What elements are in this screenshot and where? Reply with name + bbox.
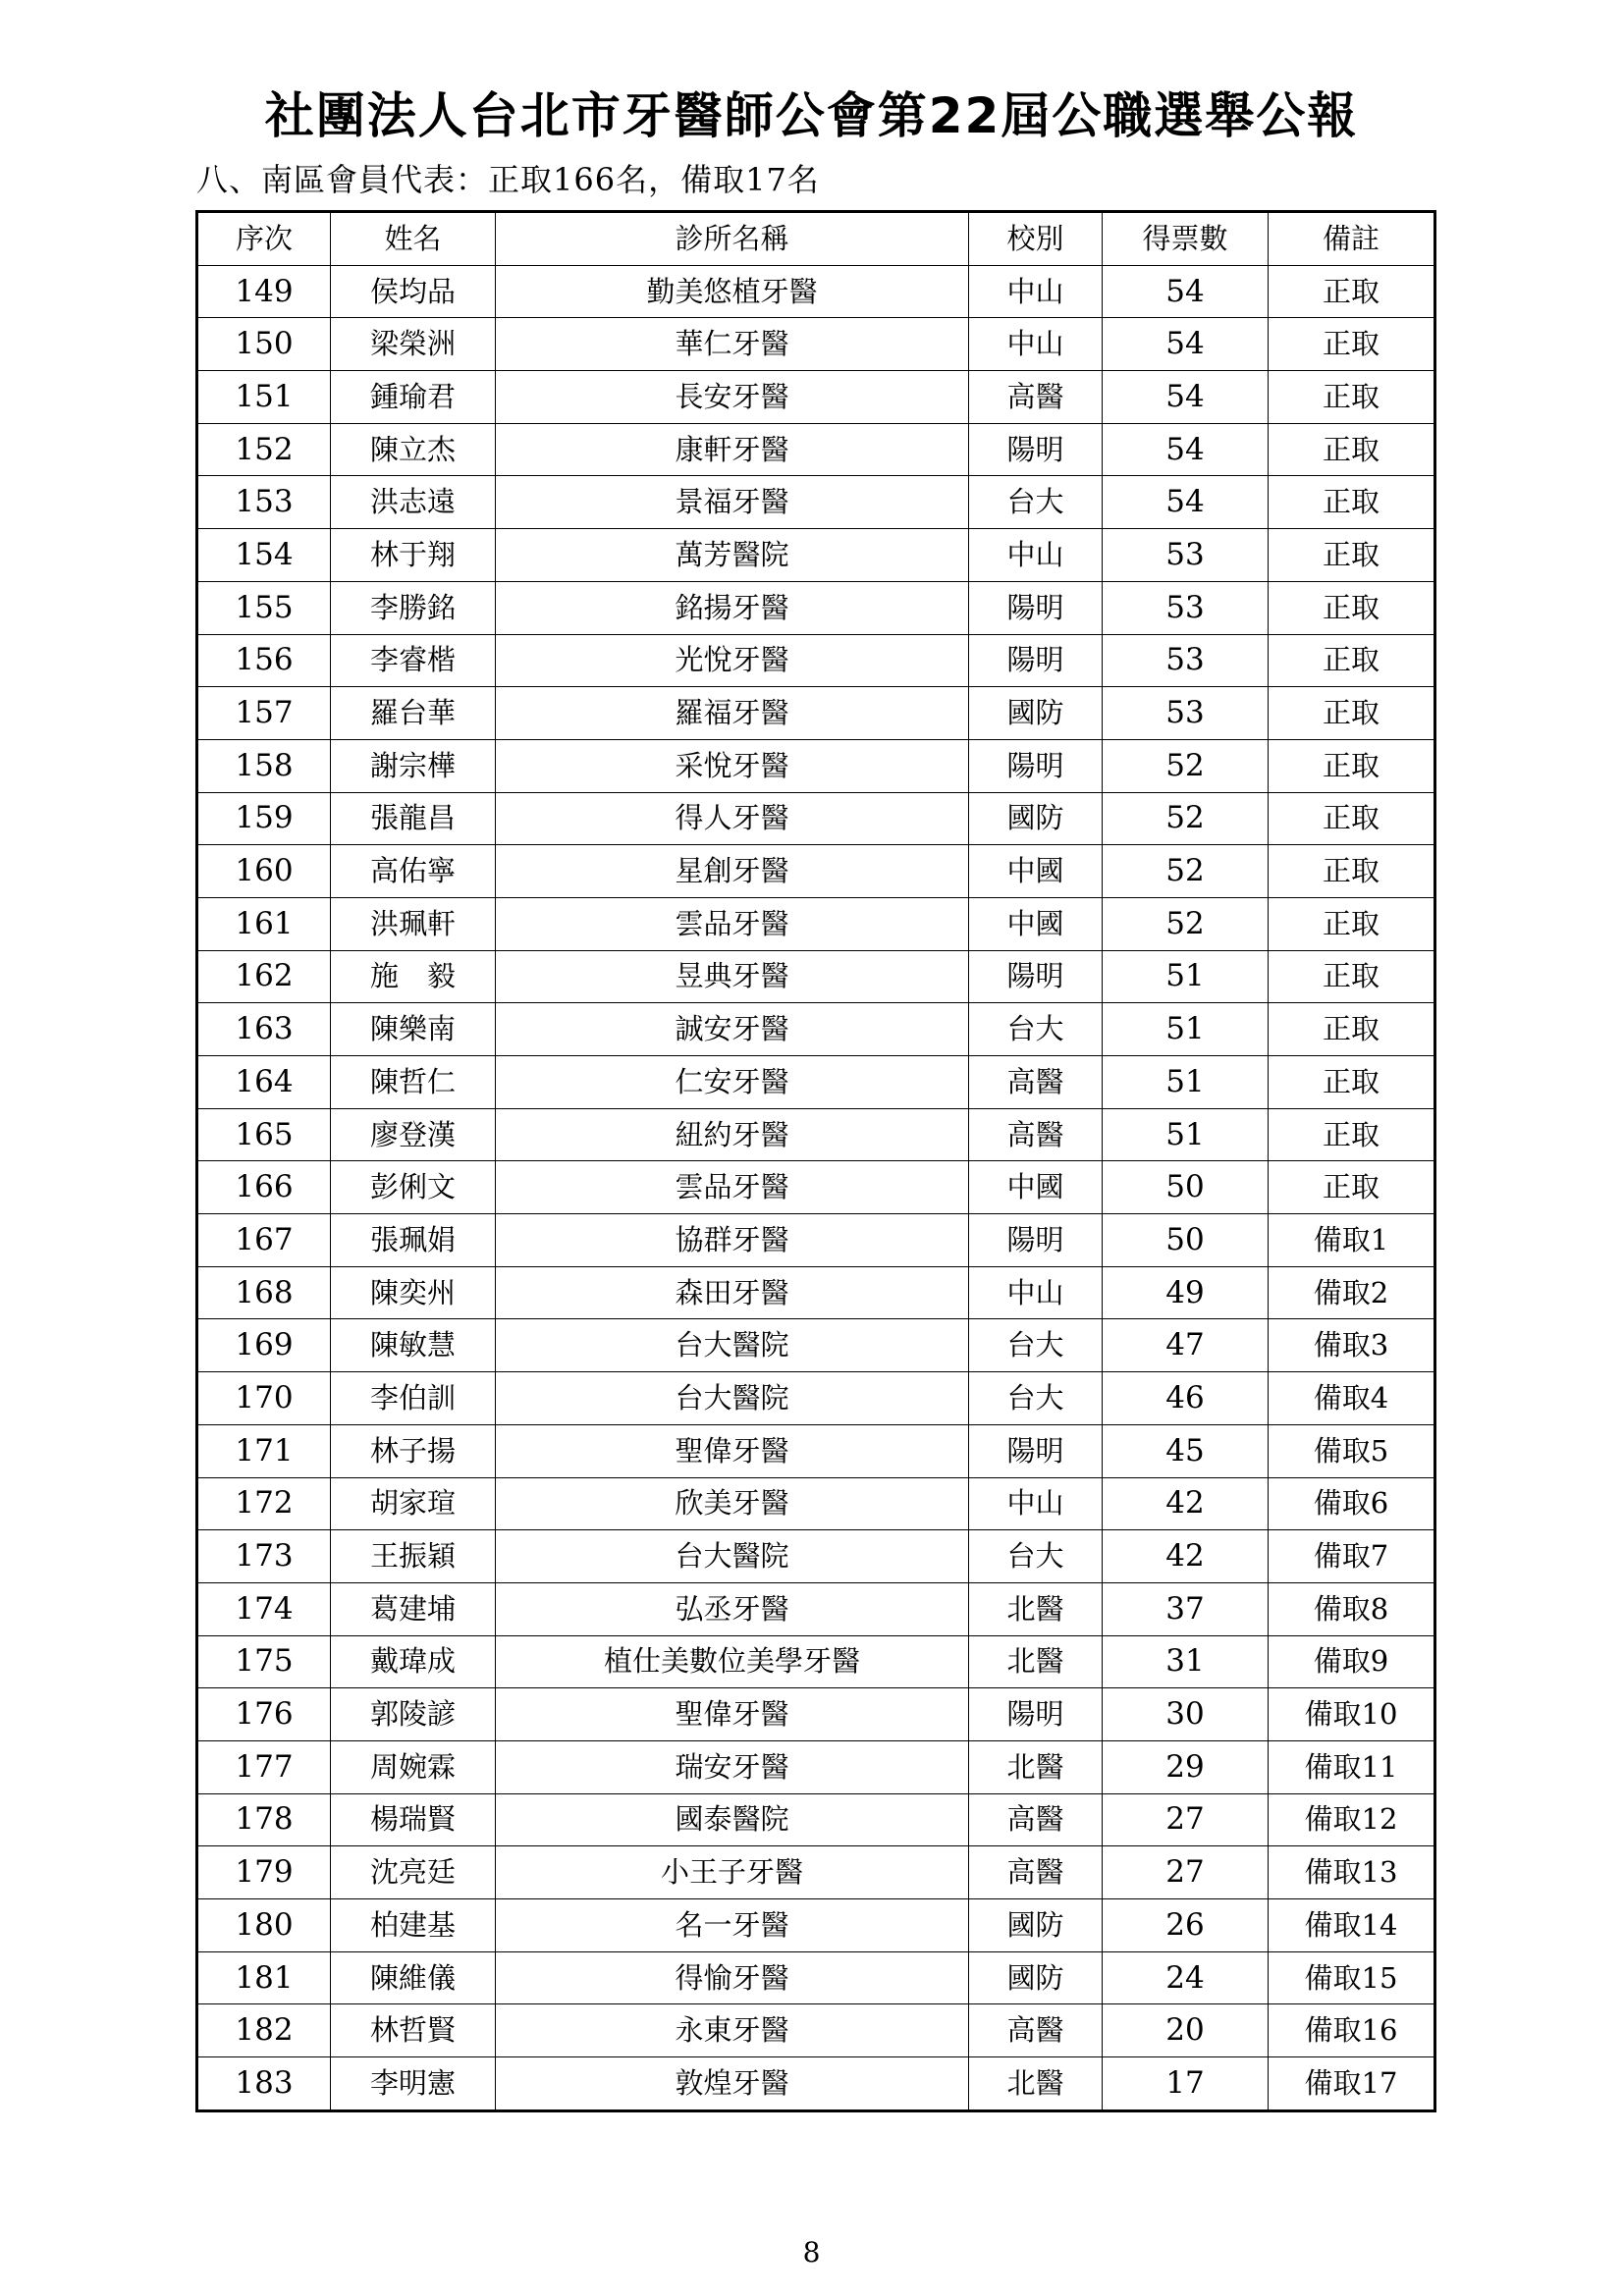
cell-clinic: 誠安牙醫 [496,1003,969,1056]
cell-seq: 177 [197,1740,331,1793]
cell-name: 王振穎 [331,1530,496,1583]
cell-votes: 24 [1103,1951,1269,2004]
table-row [197,1582,1435,1635]
cell-votes: 53 [1103,529,1269,582]
cell-school: 高醫 [969,1108,1103,1161]
cell-votes: 50 [1103,1214,1269,1267]
cell-seq: 178 [197,1793,331,1846]
cell-votes: 53 [1103,634,1269,687]
cell-remark: 正取 [1269,265,1435,318]
cell-name: 陳奕州 [331,1266,496,1319]
cell-name: 洪志遠 [331,476,496,529]
table-row [197,529,1435,582]
cell-remark: 正取 [1269,371,1435,424]
cell-remark: 備取5 [1269,1424,1435,1477]
table-row [197,1424,1435,1477]
cell-name: 郭陵諺 [331,1688,496,1741]
cell-votes: 54 [1103,318,1269,371]
table-row [197,1635,1435,1688]
header-clinic: 診所名稱 [496,212,969,266]
cell-votes: 17 [1103,2057,1269,2111]
cell-school: 中山 [969,265,1103,318]
cell-seq: 151 [197,371,331,424]
cell-school: 北醫 [969,1582,1103,1635]
cell-name: 周婉霖 [331,1740,496,1793]
cell-remark: 正取 [1269,423,1435,476]
cell-clinic: 國泰醫院 [496,1793,969,1846]
cell-name: 柏建基 [331,1899,496,1952]
table-row [197,1319,1435,1372]
cell-clinic: 得愉牙醫 [496,1951,969,2004]
cell-clinic: 康軒牙醫 [496,423,969,476]
cell-remark: 備取12 [1269,1793,1435,1846]
table-row [197,1003,1435,1056]
cell-name: 羅台華 [331,687,496,740]
cell-seq: 183 [197,2057,331,2111]
cell-votes: 51 [1103,1003,1269,1056]
cell-seq: 181 [197,1951,331,2004]
cell-name: 陳維儀 [331,1951,496,2004]
cell-remark: 正取 [1269,1056,1435,1109]
table-row [197,792,1435,845]
cell-name: 李勝銘 [331,581,496,634]
page-number: 8 [802,2236,821,2269]
cell-school: 中國 [969,897,1103,950]
cell-school: 北醫 [969,1740,1103,1793]
cell-votes: 53 [1103,581,1269,634]
cell-seq: 175 [197,1635,331,1688]
cell-name: 戴瑋成 [331,1635,496,1688]
cell-remark: 備取17 [1269,2057,1435,2111]
cell-school: 中國 [969,1161,1103,1214]
cell-remark: 備取8 [1269,1582,1435,1635]
cell-name: 李睿楷 [331,634,496,687]
table-row [197,845,1435,898]
table-body [197,265,1435,2110]
cell-seq: 170 [197,1372,331,1425]
cell-votes: 51 [1103,950,1269,1003]
cell-school: 國防 [969,1951,1103,2004]
cell-remark: 正取 [1269,1161,1435,1214]
cell-remark: 正取 [1269,845,1435,898]
cell-name: 李明憲 [331,2057,496,2111]
table-row [197,2004,1435,2057]
cell-seq: 173 [197,1530,331,1583]
cell-remark: 正取 [1269,950,1435,1003]
cell-seq: 156 [197,634,331,687]
cell-school: 中山 [969,529,1103,582]
cell-votes: 37 [1103,1582,1269,1635]
cell-name: 高佑寧 [331,845,496,898]
cell-remark: 正取 [1269,1003,1435,1056]
cell-votes: 52 [1103,792,1269,845]
cell-clinic: 協群牙醫 [496,1214,969,1267]
cell-school: 台大 [969,1530,1103,1583]
cell-votes: 52 [1103,845,1269,898]
cell-name: 林于翔 [331,529,496,582]
cell-remark: 備取7 [1269,1530,1435,1583]
cell-remark: 備取4 [1269,1372,1435,1425]
cell-name: 陳立杰 [331,423,496,476]
cell-school: 國防 [969,1899,1103,1952]
cell-name: 廖登漢 [331,1108,496,1161]
cell-votes: 51 [1103,1056,1269,1109]
cell-seq: 155 [197,581,331,634]
cell-school: 台大 [969,1319,1103,1372]
cell-remark: 正取 [1269,739,1435,792]
cell-votes: 20 [1103,2004,1269,2057]
cell-remark: 正取 [1269,581,1435,634]
cell-votes: 52 [1103,897,1269,950]
cell-clinic: 小王子牙醫 [496,1846,969,1899]
header-remark: 備註 [1269,212,1435,266]
cell-seq: 167 [197,1214,331,1267]
cell-votes: 50 [1103,1161,1269,1214]
cell-clinic: 雲品牙醫 [496,897,969,950]
cell-votes: 29 [1103,1740,1269,1793]
cell-seq: 150 [197,318,331,371]
cell-votes: 53 [1103,687,1269,740]
cell-votes: 42 [1103,1477,1269,1530]
header-name: 姓名 [331,212,496,266]
cell-clinic: 台大醫院 [496,1530,969,1583]
cell-remark: 正取 [1269,529,1435,582]
cell-clinic: 植仕美數位美學牙醫 [496,1635,969,1688]
cell-seq: 171 [197,1424,331,1477]
cell-remark: 正取 [1269,897,1435,950]
cell-clinic: 采悅牙醫 [496,739,969,792]
cell-remark: 備取6 [1269,1477,1435,1530]
table-row [197,687,1435,740]
cell-votes: 27 [1103,1793,1269,1846]
cell-seq: 180 [197,1899,331,1952]
table-row [197,2057,1435,2111]
cell-name: 梁榮洲 [331,318,496,371]
cell-seq: 160 [197,845,331,898]
cell-seq: 153 [197,476,331,529]
cell-name: 楊瑞賢 [331,1793,496,1846]
table-row [197,1056,1435,1109]
cell-clinic: 昱典牙醫 [496,950,969,1003]
cell-clinic: 聖偉牙醫 [496,1688,969,1741]
cell-school: 高醫 [969,1056,1103,1109]
cell-school: 台大 [969,1372,1103,1425]
cell-school: 中山 [969,318,1103,371]
cell-votes: 52 [1103,739,1269,792]
cell-school: 陽明 [969,739,1103,792]
header-school: 校別 [969,212,1103,266]
cell-seq: 158 [197,739,331,792]
table-row [197,423,1435,476]
table-row [197,1266,1435,1319]
cell-clinic: 銘揚牙醫 [496,581,969,634]
results-table [195,210,1436,2112]
cell-name: 陳哲仁 [331,1056,496,1109]
cell-votes: 42 [1103,1530,1269,1583]
cell-school: 國防 [969,687,1103,740]
cell-clinic: 景福牙醫 [496,476,969,529]
cell-remark: 備取9 [1269,1635,1435,1688]
cell-name: 謝宗樺 [331,739,496,792]
cell-school: 中國 [969,845,1103,898]
cell-seq: 162 [197,950,331,1003]
cell-votes: 49 [1103,1266,1269,1319]
cell-votes: 46 [1103,1372,1269,1425]
table-row [197,476,1435,529]
table-row [197,950,1435,1003]
table-row [197,1477,1435,1530]
cell-seq: 149 [197,265,331,318]
cell-school: 中山 [969,1266,1103,1319]
cell-seq: 168 [197,1266,331,1319]
cell-remark: 備取11 [1269,1740,1435,1793]
cell-clinic: 弘丞牙醫 [496,1582,969,1635]
cell-remark: 正取 [1269,687,1435,740]
cell-school: 中山 [969,1477,1103,1530]
cell-school: 台大 [969,476,1103,529]
cell-school: 陽明 [969,950,1103,1003]
table-header-row [197,212,1435,266]
cell-name: 陳樂南 [331,1003,496,1056]
cell-seq: 165 [197,1108,331,1161]
table-row [197,1846,1435,1899]
cell-school: 陽明 [969,581,1103,634]
cell-votes: 45 [1103,1424,1269,1477]
table-row [197,1161,1435,1214]
cell-school: 陽明 [969,1424,1103,1477]
table-row [197,1530,1435,1583]
cell-name: 林哲賢 [331,2004,496,2057]
table-row [197,265,1435,318]
cell-remark: 備取1 [1269,1214,1435,1267]
cell-name: 洪珮軒 [331,897,496,950]
table-row [197,581,1435,634]
cell-seq: 169 [197,1319,331,1372]
cell-school: 北醫 [969,2057,1103,2111]
cell-school: 國防 [969,792,1103,845]
cell-clinic: 台大醫院 [496,1319,969,1372]
table-row [197,739,1435,792]
cell-clinic: 雲品牙醫 [496,1161,969,1214]
cell-votes: 54 [1103,476,1269,529]
table-row [197,318,1435,371]
cell-name: 李伯訓 [331,1372,496,1425]
cell-clinic: 瑞安牙醫 [496,1740,969,1793]
table-row [197,1688,1435,1741]
cell-clinic: 紐約牙醫 [496,1108,969,1161]
cell-votes: 54 [1103,423,1269,476]
table-row [197,1108,1435,1161]
table-row [197,1899,1435,1952]
cell-remark: 備取14 [1269,1899,1435,1952]
cell-seq: 154 [197,529,331,582]
cell-remark: 正取 [1269,1108,1435,1161]
cell-seq: 179 [197,1846,331,1899]
cell-clinic: 台大醫院 [496,1372,969,1425]
cell-name: 胡家瑄 [331,1477,496,1530]
cell-name: 張龍昌 [331,792,496,845]
cell-school: 高醫 [969,1846,1103,1899]
cell-school: 陽明 [969,634,1103,687]
cell-remark: 正取 [1269,476,1435,529]
cell-school: 台大 [969,1003,1103,1056]
table-row [197,634,1435,687]
cell-clinic: 華仁牙醫 [496,318,969,371]
cell-seq: 161 [197,897,331,950]
table-row [197,371,1435,424]
cell-clinic: 光悅牙醫 [496,634,969,687]
cell-remark: 正取 [1269,792,1435,845]
cell-votes: 30 [1103,1688,1269,1741]
cell-seq: 176 [197,1688,331,1741]
table-row [197,897,1435,950]
cell-clinic: 羅福牙醫 [496,687,969,740]
cell-seq: 166 [197,1161,331,1214]
section-heading: 八、南區會員代表：正取166名，備取17名 [196,161,820,198]
cell-clinic: 欣美牙醫 [496,1477,969,1530]
cell-name: 林子揚 [331,1424,496,1477]
cell-votes: 54 [1103,371,1269,424]
cell-seq: 157 [197,687,331,740]
cell-remark: 備取10 [1269,1688,1435,1741]
cell-school: 陽明 [969,1688,1103,1741]
cell-school: 高醫 [969,1793,1103,1846]
cell-school: 高醫 [969,2004,1103,2057]
document-title: 社團法人台北市牙醫師公會第22屆公職選舉公報 [264,87,1359,144]
cell-seq: 182 [197,2004,331,2057]
cell-remark: 備取15 [1269,1951,1435,2004]
cell-name: 鍾瑜君 [331,371,496,424]
cell-name: 施 毅 [331,950,496,1003]
header-votes: 得票數 [1103,212,1269,266]
table-row [197,1214,1435,1267]
cell-clinic: 名一牙醫 [496,1899,969,1952]
cell-remark: 備取16 [1269,2004,1435,2057]
cell-name: 侯均品 [331,265,496,318]
cell-clinic: 敦煌牙醫 [496,2057,969,2111]
cell-votes: 31 [1103,1635,1269,1688]
cell-seq: 172 [197,1477,331,1530]
cell-name: 陳敏慧 [331,1319,496,1372]
cell-school: 高醫 [969,371,1103,424]
cell-votes: 47 [1103,1319,1269,1372]
cell-name: 彭俐文 [331,1161,496,1214]
cell-clinic: 得人牙醫 [496,792,969,845]
cell-name: 張珮娟 [331,1214,496,1267]
cell-name: 沈亮廷 [331,1846,496,1899]
cell-votes: 27 [1103,1846,1269,1899]
cell-clinic: 森田牙醫 [496,1266,969,1319]
cell-clinic: 仁安牙醫 [496,1056,969,1109]
cell-remark: 備取2 [1269,1266,1435,1319]
cell-seq: 174 [197,1582,331,1635]
cell-remark: 備取13 [1269,1846,1435,1899]
cell-clinic: 勤美悠植牙醫 [496,265,969,318]
cell-clinic: 長安牙醫 [496,371,969,424]
cell-remark: 備取3 [1269,1319,1435,1372]
table-row [197,1740,1435,1793]
cell-votes: 26 [1103,1899,1269,1952]
cell-clinic: 永東牙醫 [496,2004,969,2057]
cell-clinic: 萬芳醫院 [496,529,969,582]
cell-clinic: 聖偉牙醫 [496,1424,969,1477]
table-row [197,1372,1435,1425]
cell-votes: 54 [1103,265,1269,318]
cell-votes: 51 [1103,1108,1269,1161]
cell-seq: 163 [197,1003,331,1056]
cell-clinic: 星創牙醫 [496,845,969,898]
cell-school: 北醫 [969,1635,1103,1688]
cell-seq: 152 [197,423,331,476]
cell-school: 陽明 [969,1214,1103,1267]
cell-seq: 164 [197,1056,331,1109]
header-seq: 序次 [197,212,331,266]
cell-name: 葛建埔 [331,1582,496,1635]
cell-remark: 正取 [1269,318,1435,371]
cell-school: 陽明 [969,423,1103,476]
cell-remark: 正取 [1269,634,1435,687]
table-row [197,1793,1435,1846]
cell-seq: 159 [197,792,331,845]
table-row [197,1951,1435,2004]
